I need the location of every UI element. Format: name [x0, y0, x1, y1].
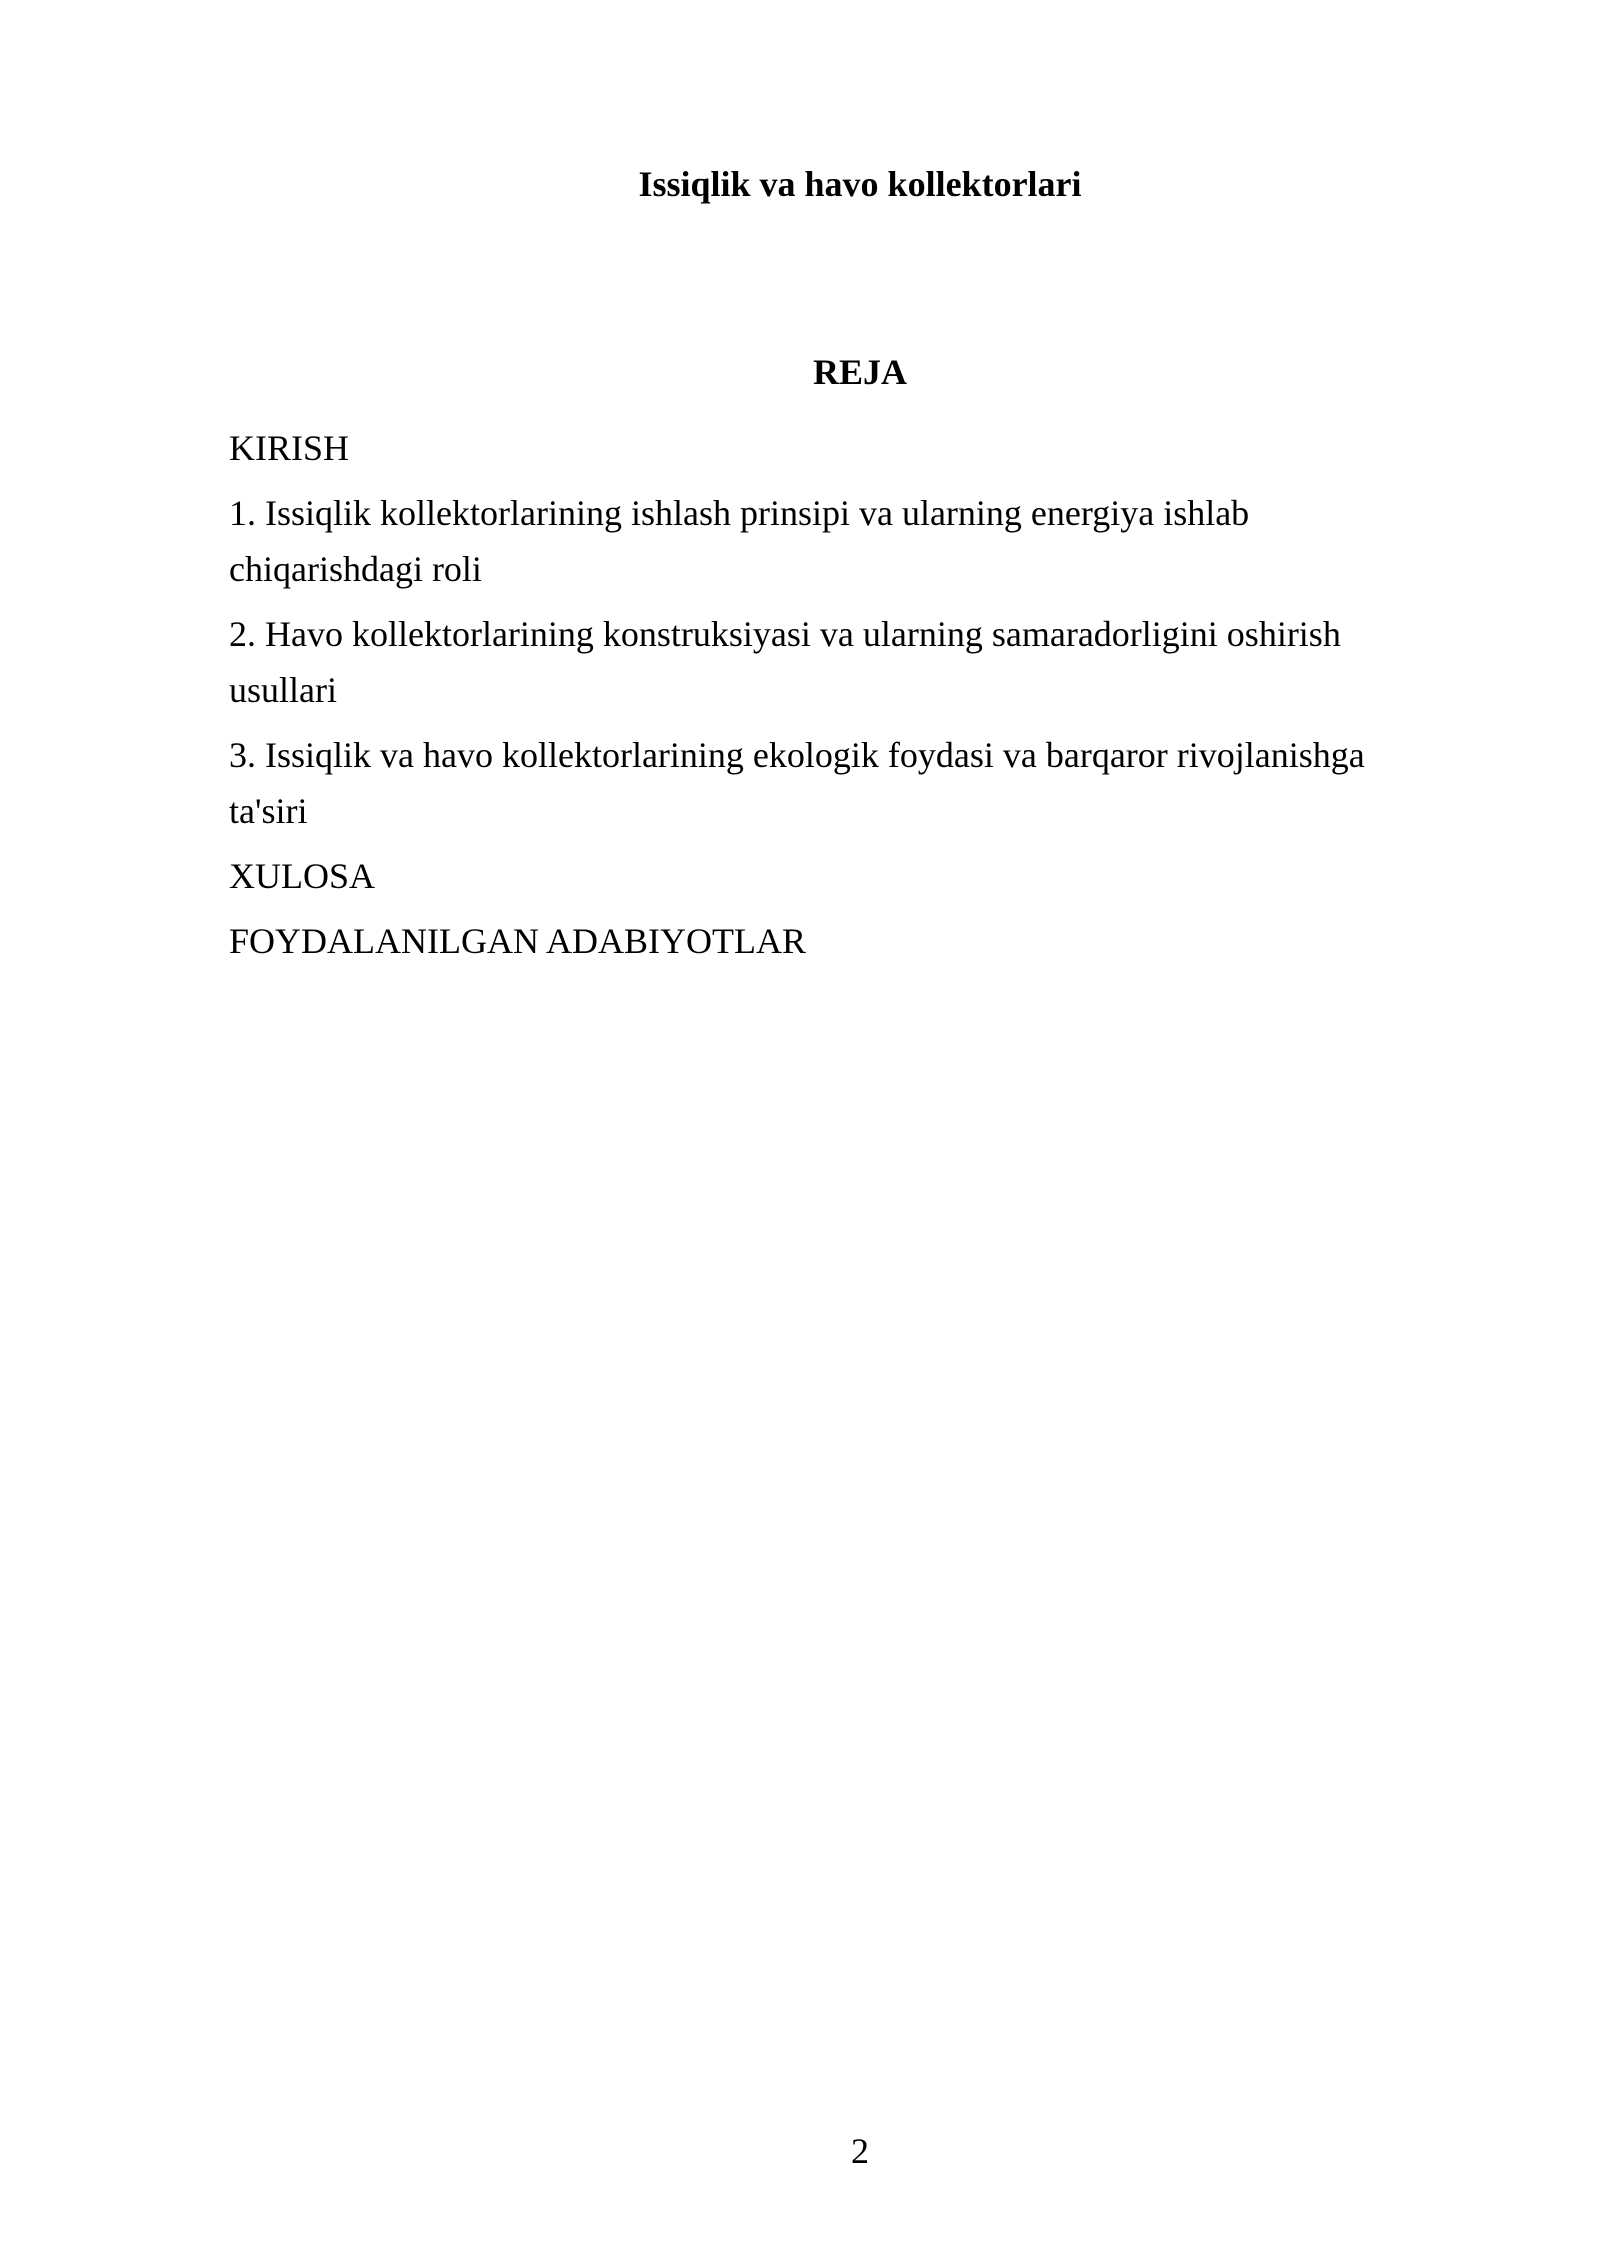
- toc-item-introduction: KIRISH: [229, 428, 350, 468]
- document-title: Issiqlik va havo kollektorlari: [638, 164, 1082, 204]
- toc-item-section-1: 1. Issiqlik kollektorlarining ishlash prinsipi va ularning energiya ishlab chiqarishdagi roli: [229, 493, 1250, 589]
- plan-heading: REJA: [812, 352, 907, 392]
- toc-item-references: FOYDALANILGAN ADABIYOTLAR: [229, 921, 806, 961]
- table-of-contents: [229, 420, 1449, 978]
- toc-item-section-2: 2. Havo kollektorlarining konstruksiyasi va ularning samaradorligini oshirish usullari: [229, 614, 1341, 710]
- toc-item-conclusion: XULOSA: [229, 856, 376, 896]
- toc-item-section-3: 3. Issiqlik va havo kollektorlarining ekologik foydasi va barqaror rivojlanishga ta'siri: [229, 735, 1365, 831]
- page-number: 2: [851, 2131, 869, 2171]
